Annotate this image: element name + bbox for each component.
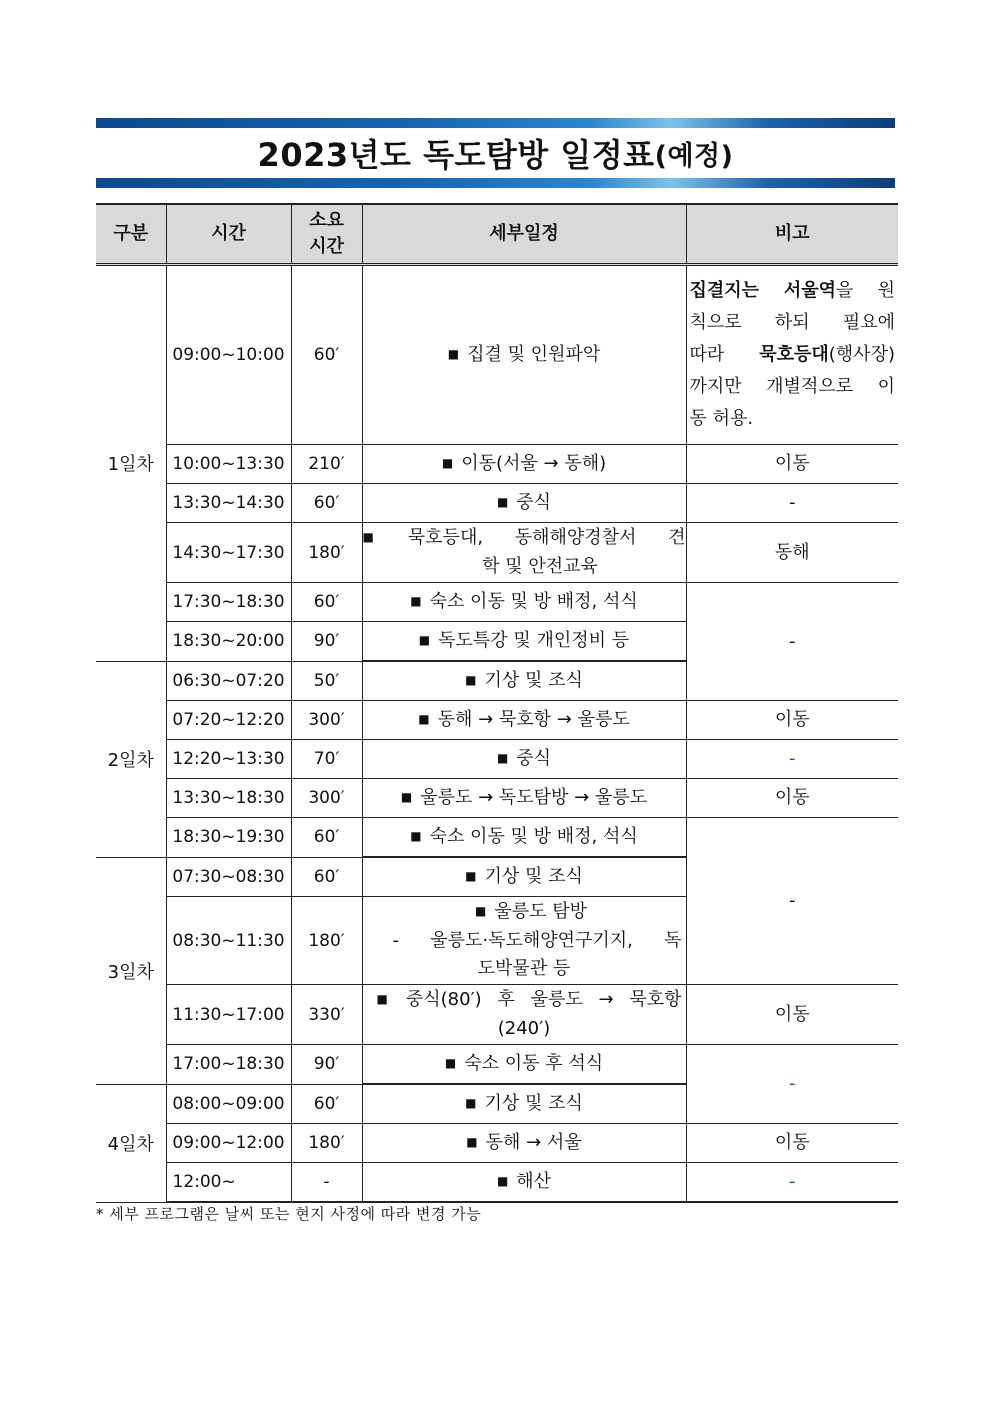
detail-cell: [362, 740, 686, 779]
duration-cell: 210′: [291, 445, 362, 484]
duration-cell: 180′: [291, 1124, 362, 1163]
table-row: [96, 523, 898, 583]
detail-line: - 울릉도·독도해양연구기지, 독: [392, 930, 682, 951]
table-row: [96, 701, 898, 740]
detail-text: 울릉도 → 독도탐방 → 울릉도: [420, 786, 648, 808]
header-note: 비고: [686, 204, 898, 265]
time-cell: 07:20~12:20: [166, 701, 291, 740]
time-cell: 06:30~07:20: [166, 661, 291, 701]
detail-text: 중식: [516, 747, 552, 769]
header-row: [96, 204, 898, 265]
bullet-icon: ■: [447, 346, 460, 361]
detail-cell: [362, 897, 686, 985]
detail-text: 기상 및 조식: [484, 1092, 583, 1114]
header-duration-line2: 시간: [309, 236, 344, 257]
duration-cell: 60′: [291, 484, 362, 523]
note-cell: -: [686, 1045, 898, 1124]
detail-cell: [362, 622, 686, 662]
bullet-icon: ■: [474, 904, 487, 918]
time-cell: 09:00~10:00: [166, 265, 291, 445]
detail-text: 중식(80′) 후 울릉도 → 묵호항: [405, 989, 682, 1010]
bullet-icon: ■: [410, 828, 422, 843]
detail-cell: [362, 701, 686, 740]
time-cell: 09:00~12:00: [166, 1124, 291, 1163]
duration-cell: 180′: [291, 523, 362, 583]
title-band-top: [96, 118, 895, 128]
day-label: 4일차: [96, 1084, 166, 1202]
table-row: [96, 779, 898, 818]
detail-cell: [362, 445, 686, 484]
bullet-icon: ■: [418, 632, 431, 647]
time-cell: 07:30~08:30: [166, 857, 291, 897]
bullet-icon: ■: [410, 593, 422, 608]
bullet-icon: ■: [444, 1055, 457, 1070]
duration-cell: 60′: [291, 818, 362, 858]
table-row: [96, 265, 898, 445]
detail-cell: [362, 265, 686, 445]
time-cell: 17:30~18:30: [166, 583, 291, 622]
note-text: 을 원: [836, 280, 896, 301]
table-row: [96, 583, 898, 622]
detail-text: 동해 → 서울: [485, 1131, 582, 1153]
detail-cell: [362, 484, 686, 523]
detail-cell: [362, 583, 686, 622]
time-cell: 08:00~09:00: [166, 1084, 291, 1124]
day-label: 1일차: [96, 265, 166, 662]
title-suffix: (예정): [654, 140, 734, 172]
detail-cell: [362, 523, 686, 583]
time-cell: 13:30~18:30: [166, 779, 291, 818]
day-label: 2일차: [96, 661, 166, 857]
duration-cell: 300′: [291, 701, 362, 740]
note-cell: -: [686, 484, 898, 523]
duration-cell: 300′: [291, 779, 362, 818]
table-row: [96, 484, 898, 523]
bullet-icon: ■: [465, 1095, 477, 1110]
bullet-icon: ■: [418, 711, 430, 726]
duration-cell: 90′: [291, 622, 362, 662]
duration-cell: 60′: [291, 583, 362, 622]
detail-cell: [362, 1045, 686, 1085]
note-line: 까지만 개별적으로 이: [689, 376, 895, 397]
time-cell: 11:30~17:00: [166, 985, 291, 1045]
detail-text: 기상 및 조식: [484, 865, 583, 887]
table-row: [96, 985, 898, 1045]
detail-cell: [362, 985, 686, 1045]
note-bold-lighthouse: 묵호등대: [759, 344, 829, 365]
day-label: 3일차: [96, 857, 166, 1084]
table-row: [96, 1124, 898, 1163]
bullet-icon: ■: [465, 868, 477, 883]
detail-text: 중식: [516, 491, 552, 513]
detail-text: 숙소 이동 및 방 배정, 석식: [429, 825, 638, 847]
note-cell: -: [686, 583, 898, 701]
note-cell: 이동: [686, 445, 898, 484]
detail-text: 묵호등대, 동해해양경찰서 견: [407, 527, 686, 548]
time-cell: 08:30~11:30: [166, 897, 291, 985]
note-cell: -: [686, 740, 898, 779]
note-text: (행사장): [828, 344, 895, 365]
time-cell: 12:00~: [166, 1163, 291, 1203]
note-cell: [686, 265, 898, 445]
time-cell: 14:30~17:30: [166, 523, 291, 583]
title-band-bottom: [96, 178, 895, 188]
note-cell: 동해: [686, 523, 898, 583]
time-cell: 17:00~18:30: [166, 1045, 291, 1085]
note-bold-meeting-point: 집결지는 서울역: [689, 280, 836, 301]
header-duration-line1: 소요: [309, 210, 344, 231]
bullet-icon: ■: [496, 494, 509, 509]
detail-text: 숙소 이동 및 방 배정, 석식: [429, 590, 638, 612]
detail-line: [363, 898, 686, 927]
table-row: [96, 740, 898, 779]
table-row: [96, 1045, 898, 1085]
duration-cell: 90′: [291, 1045, 362, 1085]
bullet-icon: ■: [362, 530, 400, 544]
detail-cell: [362, 779, 686, 818]
detail-cell: [362, 818, 686, 858]
detail-cell: [362, 661, 686, 701]
note-line: 칙으로 하되 필요에: [689, 312, 895, 333]
header-detail: 세부일정: [362, 204, 686, 265]
note-cell: 이동: [686, 779, 898, 818]
duration-cell: -: [291, 1163, 362, 1203]
detail-text: 기상 및 조식: [484, 669, 583, 691]
title-main: 2023년도 독도탐방 일정표: [257, 136, 655, 174]
detail-text: 울릉도 탐방: [494, 901, 587, 922]
detail-line: [363, 986, 686, 1015]
duration-cell: 60′: [291, 857, 362, 897]
bullet-icon: ■: [376, 992, 398, 1006]
detail-text: 집결 및 인원파악: [467, 343, 601, 365]
detail-line: [363, 524, 686, 553]
detail-cell: [362, 1124, 686, 1163]
detail-text: 독도특강 및 개인정비 등: [438, 629, 630, 651]
detail-cell: [362, 1084, 686, 1124]
time-cell: 10:00~13:30: [166, 445, 291, 484]
note-line: [690, 275, 896, 307]
duration-cell: 60′: [291, 265, 362, 445]
bullet-icon: ■: [441, 455, 454, 470]
footnote: * 세부 프로그램은 날씨 또는 현지 사정에 따라 변경 가능: [96, 1205, 482, 1223]
table-row: [96, 818, 898, 858]
duration-cell: 330′: [291, 985, 362, 1045]
bullet-icon: ■: [496, 1173, 509, 1188]
duration-cell: 70′: [291, 740, 362, 779]
detail-cell: [362, 857, 686, 897]
note-cell: 이동: [686, 701, 898, 740]
note-text: 따라: [689, 344, 760, 365]
detail-cell: [362, 1163, 686, 1203]
duration-cell: 60′: [291, 1084, 362, 1124]
bullet-icon: ■: [496, 750, 509, 765]
duration-cell: 180′: [291, 897, 362, 985]
time-cell: 18:30~20:00: [166, 622, 291, 662]
detail-text: 동해 → 묵호항 → 울릉도: [437, 708, 630, 730]
bullet-icon: ■: [400, 789, 413, 804]
page-title: [96, 128, 895, 178]
detail-text: 숙소 이동 후 석식: [464, 1052, 604, 1074]
duration-cell: 50′: [291, 661, 362, 701]
detail-line: 도박물관 등: [477, 958, 571, 979]
detail-text: 해산: [516, 1170, 552, 1192]
time-cell: 13:30~14:30: [166, 484, 291, 523]
table-row: [96, 445, 898, 484]
note-line: 동 허용.: [689, 408, 754, 429]
detail-text: 이동(서울 → 동해): [461, 452, 607, 474]
time-cell: 18:30~19:30: [166, 818, 291, 858]
schedule-table: [96, 203, 898, 1203]
bullet-icon: ■: [465, 672, 477, 687]
note-cell: 이동: [686, 1124, 898, 1163]
note-line: [690, 339, 896, 371]
table-row: [96, 1163, 898, 1203]
header-day: 구분: [96, 204, 166, 265]
note-cell: 이동: [686, 985, 898, 1045]
detail-line: 학 및 안전교육: [482, 556, 598, 577]
bullet-icon: ■: [466, 1134, 478, 1149]
note-cell: -: [686, 818, 898, 985]
header-time: 시간: [166, 204, 291, 265]
header-duration: [291, 204, 362, 265]
detail-line: (240′): [497, 1018, 551, 1039]
time-cell: 12:20~13:30: [166, 740, 291, 779]
note-cell: -: [686, 1163, 898, 1203]
